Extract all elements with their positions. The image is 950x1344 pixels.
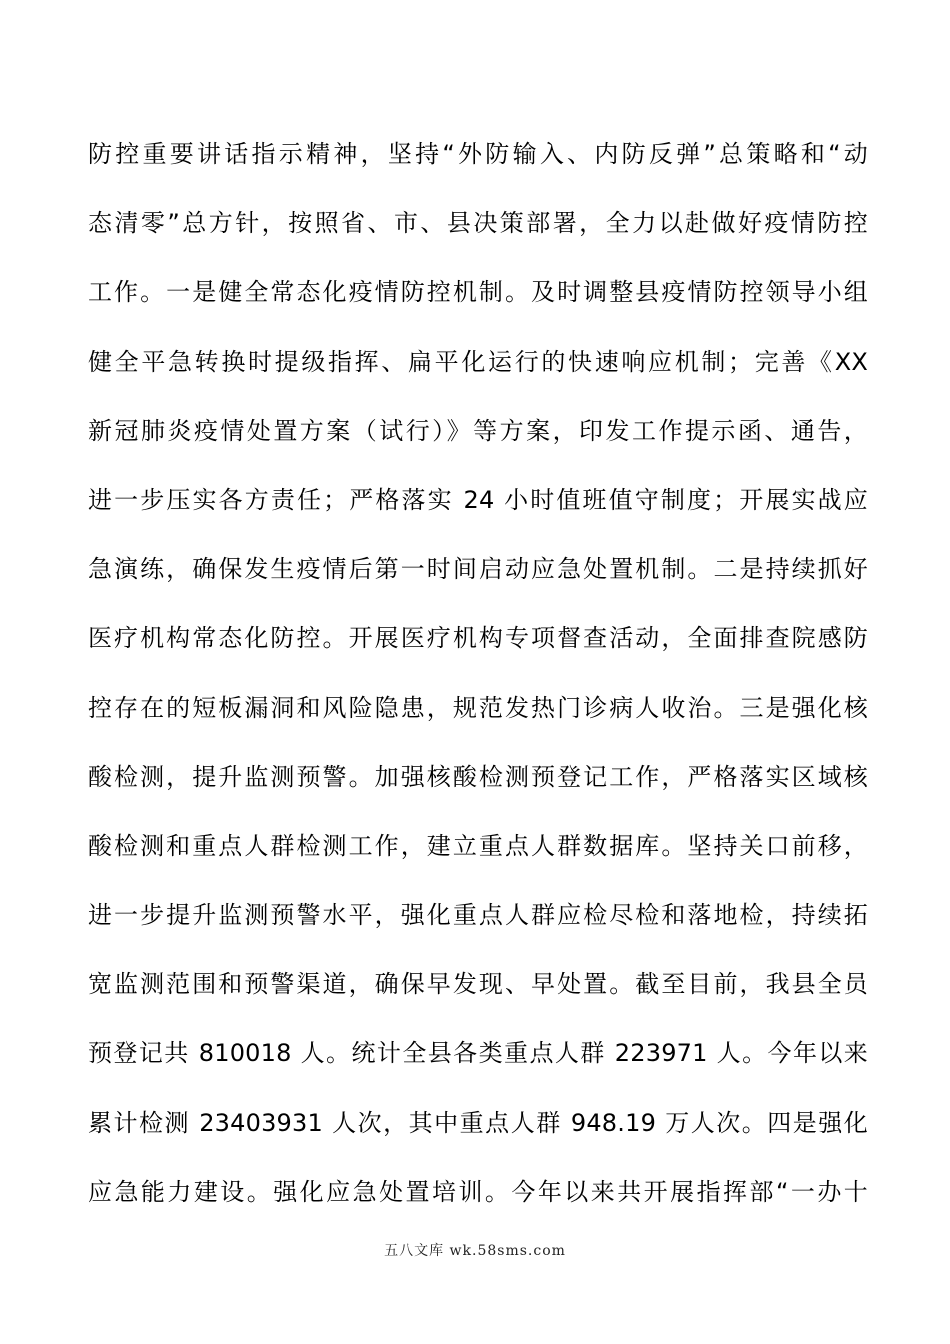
- text-line: 急演练，确保发生疫情后第一时间启动应急处置机制。二是持续抓好: [88, 555, 868, 584]
- text-line: 累计检测 23403931 人次，其中重点人群 948.19 万人次。四是强化: [88, 1108, 868, 1137]
- text-line: 防控重要讲话指示精神，坚持“外防输入、内防反弹”总策略和“动: [88, 140, 868, 168]
- text-line: 酸检测和重点人群检测工作，建立重点人群数据库。坚持关口前移，: [88, 831, 868, 860]
- text-line: 医疗机构常态化防控。开展医疗机构专项督查活动，全面排查院感防: [88, 624, 868, 653]
- text-line: 宽监测范围和预警渠道，确保早发现、早处置。截至目前，我县全员: [88, 970, 868, 999]
- text-line: 应急能力建设。强化应急处置培训。今年以来共开展指挥部“一办十: [88, 1177, 868, 1206]
- body-text: [88, 120, 868, 1227]
- text-line: 新冠肺炎疫情处置方案（试行）》等方案，印发工作提示函、通告，: [88, 416, 868, 445]
- text-line: 进一步提升监测预警水平，强化重点人群应检尽检和落地检，持续拓: [88, 901, 868, 930]
- text-line: 进一步压实各方责任；严格落实 24 小时值班值守制度；开展实战应: [88, 485, 868, 514]
- text-line: 态清零”总方针，按照省、市、县决策部署，全力以赴做好疫情防控: [88, 209, 868, 238]
- page-footer: 五八文库 wk.58sms.com: [384, 1243, 566, 1259]
- text-line: 控存在的短板漏洞和风险隐患，规范发热门诊病人收治。三是强化核: [88, 693, 868, 722]
- text-line: 工作。一是健全常态化疫情防控机制。及时调整县疫情防控领导小组: [88, 278, 868, 307]
- text-line: 酸检测，提升监测预警。加强核酸检测预登记工作，严格落实区域核: [88, 762, 868, 791]
- text-line: 健全平急转换时提级指挥、扁平化运行的快速响应机制；完善《XX: [88, 347, 868, 376]
- text-line: 预登记共 810018 人。统计全县各类重点人群 223971 人。今年以来: [88, 1039, 868, 1068]
